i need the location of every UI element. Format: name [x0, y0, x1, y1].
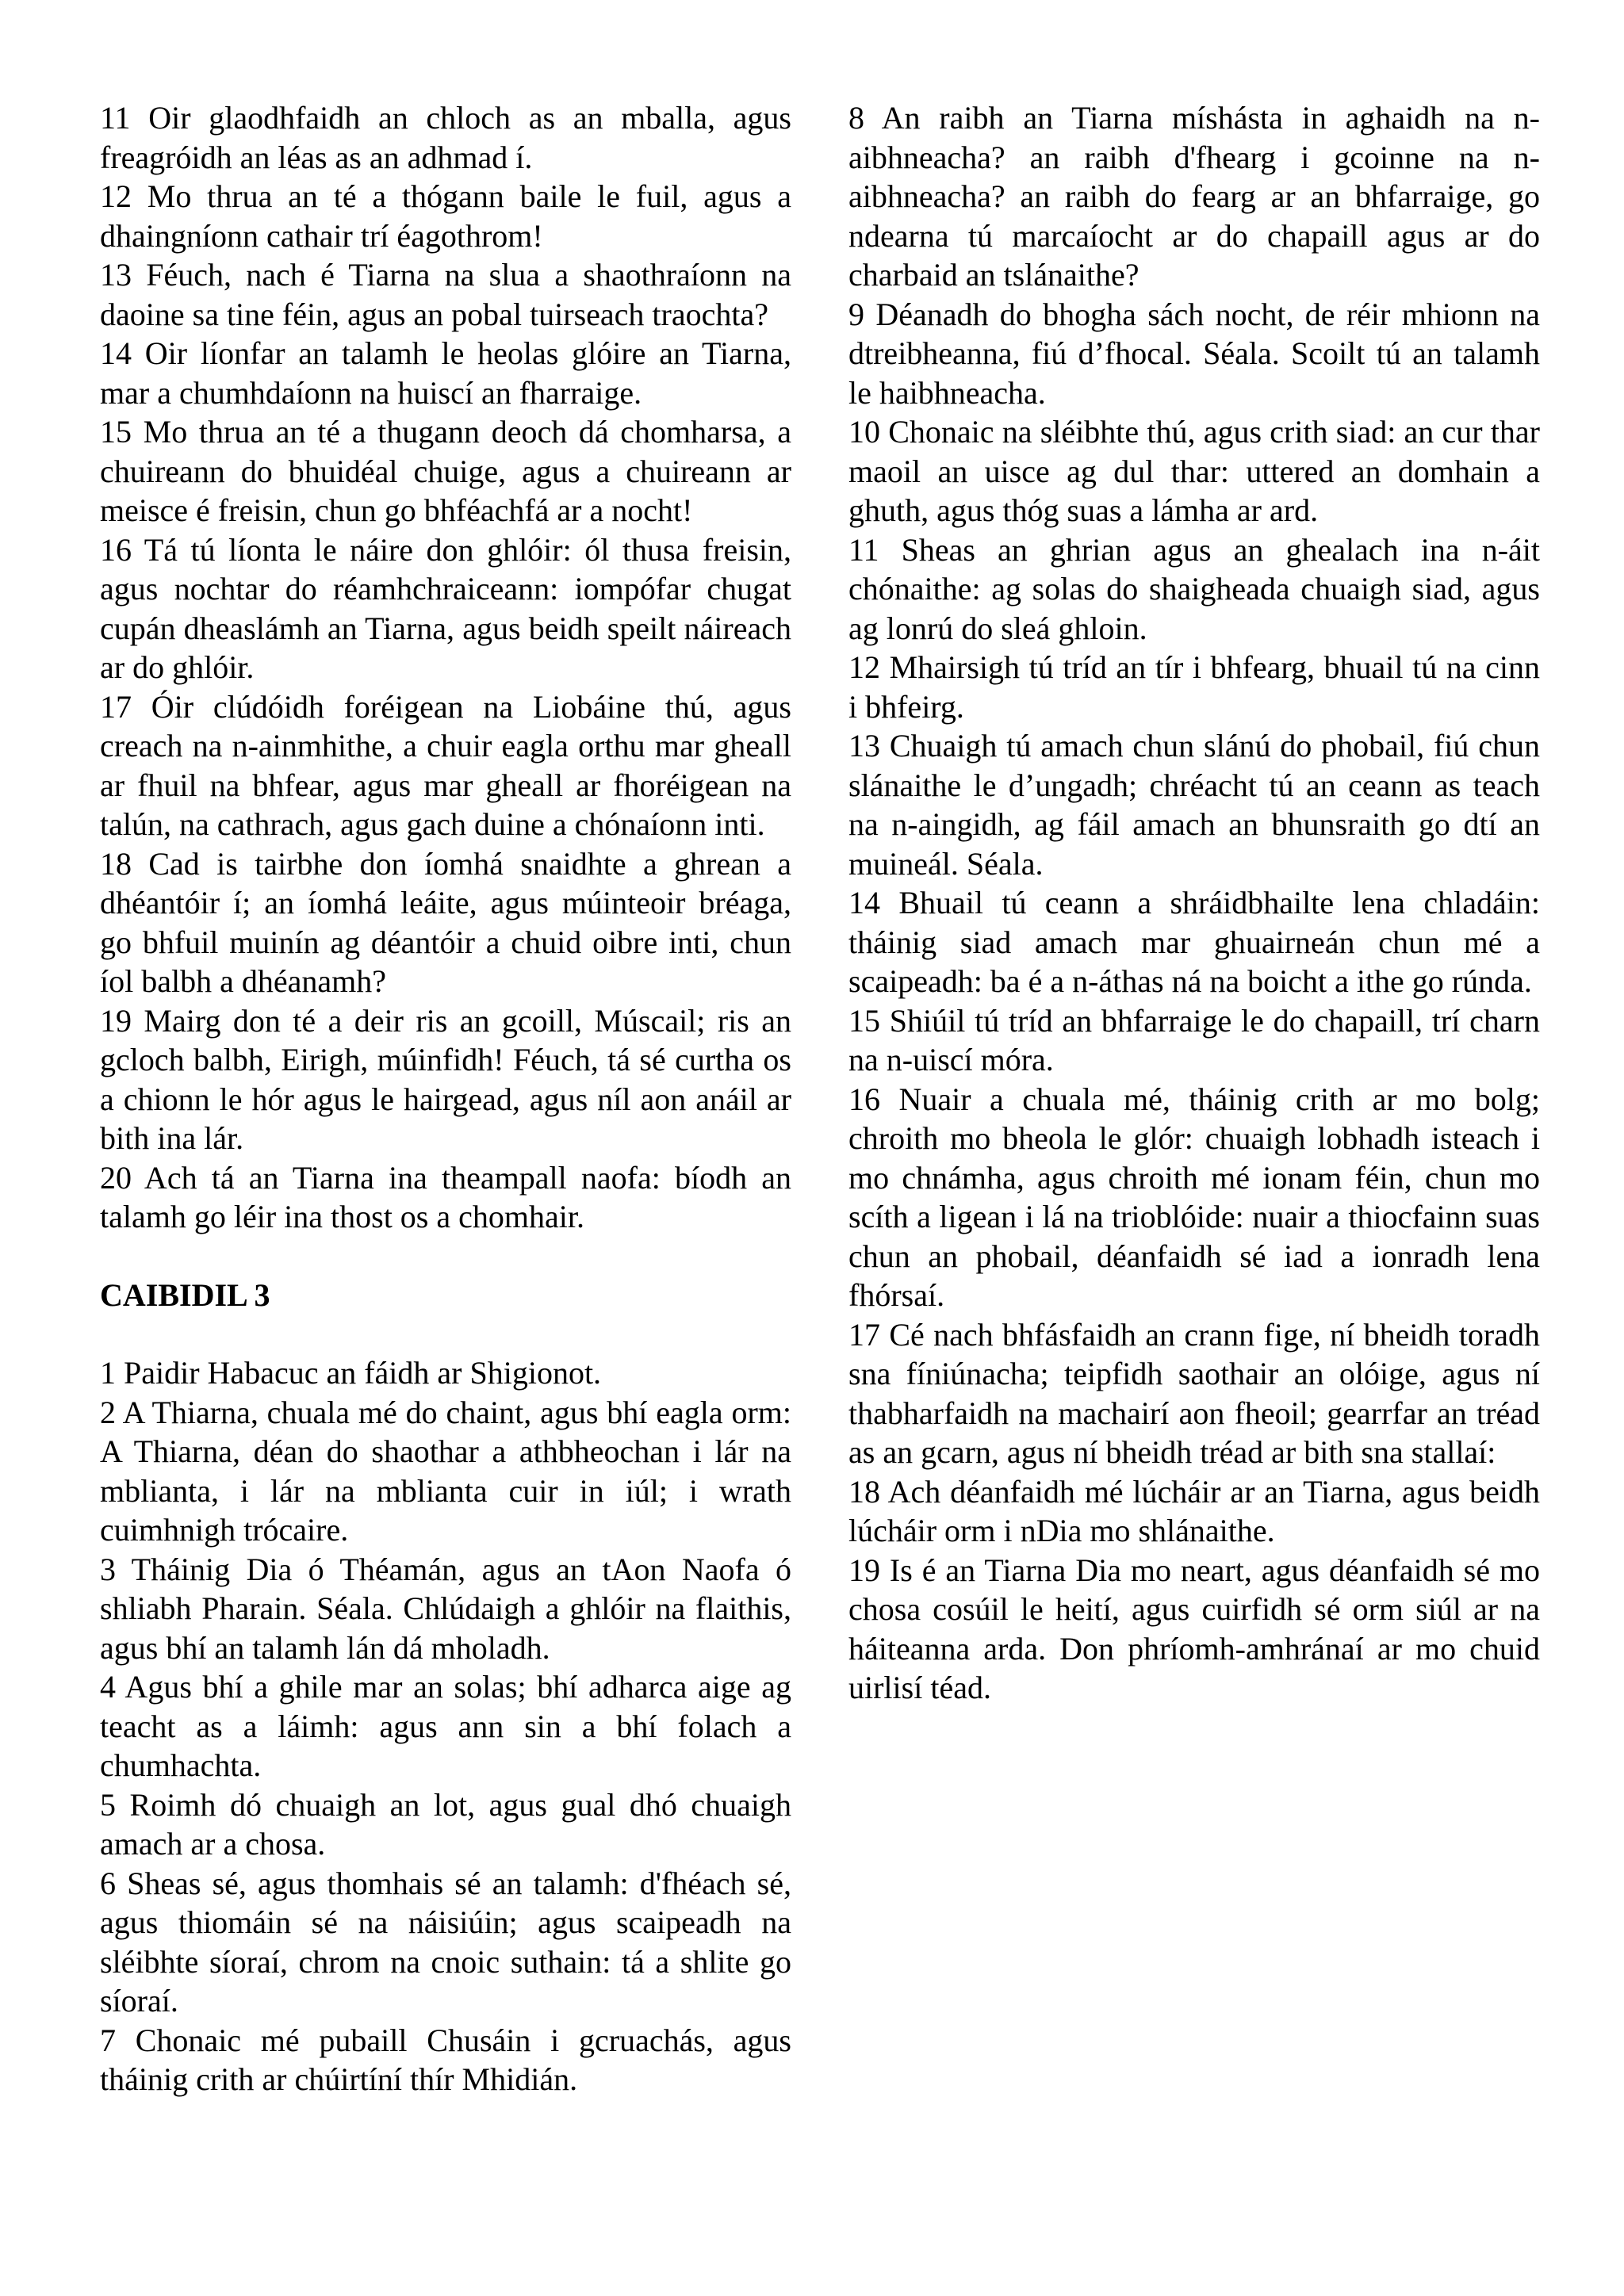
verse-3-16: 16 Nuair a chuala mé, tháinig crith ar mo bolg; chroith mo bheola le glór: chuaigh lobhadh isteach i mo chnámha, agus chroith mé ionam féin, chun mo scíth a ligean i lá na trioblóide: nuair a thiocfainn suas chun an phobail, déanfaidh sé iad a ionradh lena fhórsaí.: [848, 1081, 1540, 1313]
verse-3-8: 8 An raibh an Tiarna míshásta in aghaidh na n-aibhneacha? an raibh d'fhearg i gcoinne na n-aibhneacha? an raibh do fearg ar an bhfarraige, go ndearna tú marcaíocht ar do chapaill agus ar do charbaid an tslánaithe?: [848, 100, 1540, 293]
verse-2-14: 14 Oir líonfar an talamh le heolas glóire an Tiarna, mar a chumhdaíonn na huiscí an fharraige.: [100, 335, 791, 411]
verse-3-4: 4 Agus bhí a ghile mar an solas; bhí adharca aige ag teacht as a láimh: agus ann sin a bhí folach a chumhachta.: [100, 1669, 791, 1783]
verse-3-1: 1 Paidir Habacuc an fáidh ar Shigionot.: [100, 1355, 602, 1391]
verse-2-20: 20 Ach tá an Tiarna ina theampall naofa: bíodh an talamh go léir ina thost os a chomhair.: [100, 1159, 791, 1234]
verse-3-9: 9 Déanadh do bhogha sách nocht, de réir mhionn na dtreibheanna, fiú d’fhocal. Séala. Scoilt tú an talamh le haibhneacha.: [848, 296, 1540, 411]
verse-3-12: 12 Mhairsigh tú tríd an tír i bhfearg, bhuail tú na cinn i bhfeirg.: [848, 649, 1540, 725]
verse-2-16: 16 Tá tú líonta le náire don ghlóir: ól thusa freisin, agus nochtar do réamhchraiceann: iompófar chugat cupán dheaslámh an Tiarna, agus beidh speilt náireach ar do ghlóir.: [100, 531, 791, 685]
verse-2-15: 15 Mo thrua an té a thugann deoch dá chomharsa, a chuireann do bhuidéal chuige, agus a chuireann ar meisce é freisin, chun go bhféachfá ar a nocht!: [100, 414, 791, 528]
right-column: [848, 98, 1540, 1708]
verse-3-15: 15 Shiúil tú tríd an bhfarraige le do chapaill, trí charn na n-uiscí móra.: [848, 1002, 1540, 1077]
verse-3-5: 5 Roimh dó chuaigh an lot, agus gual dhó chuaigh amach ar a chosa.: [100, 1786, 791, 1862]
verse-3-14: 14 Bhuail tú ceann a shráidbhailte lena chladáin: tháinig siad amach mar ghuairneán chun mé a scaipeadh: ba é a n-áthas ná na boicht a ithe go rúnda.: [848, 885, 1540, 999]
verse-3-10: 10 Chonaic na sléibhte thú, agus crith siad: an cur thar maoil an uisce ag dul thar: uttered an domhain a ghuth, agus thóg suas a lámha ar ard.: [848, 414, 1540, 528]
verse-2-19: 19 Mairg don té a deir ris an gcoill, Múscail; ris an gcloch balbh, Eirigh, múinfidh! Féuch, tá sé curtha os a chionn le hór agus le hairgead, agus níl aon anáil ar bith ina lár.: [100, 1002, 791, 1156]
verse-3-3: 3 Tháinig Dia ó Théamán, agus an tAon Naofa ó shliabh Pharain. Séala. Chlúdaigh a ghlóir na flaithis, agus bhí an talamh lán dá mholadh.: [100, 1551, 791, 1666]
verse-3-11: 11 Sheas an ghrian agus an ghealach ina n-áit chónaithe: ag solas do shaigheada chuaigh siad, agus ag lonrú do sleá ghloin.: [848, 531, 1540, 646]
left-column: [100, 98, 791, 2099]
verse-3-6: 6 Sheas sé, agus thomhais sé an talamh: d'fhéach sé, agus thiomáin sé na náisiúin; agus scaipeadh na sléibhte síoraí, chrom na cnoic suthain: tá a shlite go síoraí.: [100, 1865, 791, 2019]
verse-3-7: 7 Chonaic mé pubaill Chusáin i gcruachás, agus tháinig crith ar chúirtíní thír Mhidián.: [100, 2022, 791, 2097]
chapter-heading: CAIBIDIL 3: [100, 1276, 270, 1313]
verse-2-18: 18 Cad is tairbhe don íomhá snaidhte a ghrean a dhéantóir í; an íomhá leáite, agus múinteoir bréaga, go bhfuil muinín ag déantóir a chuid oibre inti, chun íol balbh a dhéanamh?: [100, 845, 791, 999]
verse-2-13: 13 Féuch, nach é Tiarna na slua a shaothraíonn na daoine sa tine féin, agus an pobal tuirseach traochta?: [100, 257, 791, 332]
verse-2-17: 17 Óir clúdóidh foréigean na Liobáine thú, agus creach na n-ainmhithe, a chuir eagla orthu mar gheall ar fhuil na bhfear, agus mar gheall ar fhoréigean na talún, na cathrach, agus gach duine a chónaíonn inti.: [100, 688, 791, 842]
verse-3-17: 17 Cé nach bhfásfaidh an crann fige, ní bheidh toradh sna fíniúnacha; teipfidh saothair an olóige, agus ní thabharfaidh na machairí aon fheoil; gearrfar an tréad as an gcarn, agus ní bheidh tréad ar bith sna stallaí:: [848, 1316, 1540, 1470]
verse-2-12: 12 Mo thrua an té a thógann baile le fuil, agus a dhaingníonn cathair trí éagothrom!: [100, 178, 791, 254]
verse-3-2: 2 A Thiarna, chuala mé do chaint, agus bhí eagla orm: A Thiarna, déan do shaothar a athbheochan i lár na mblianta, i lár na mblianta cuir in iúl; i wrath cuimhnigh trócaire.: [100, 1394, 791, 1548]
verse-2-11: 11 Oir glaodhfaidh an chloch as an mballa, agus freagróidh an léas as an adhmad í.: [100, 100, 791, 175]
verse-3-13: 13 Chuaigh tú amach chun slánú do phobail, fiú chun slánaithe le d’ungadh; chréacht tú an ceann as teach na n-aingidh, ag fáil amach an bhunsraith go dtí an muineál. Séala.: [848, 728, 1540, 882]
verse-3-19: 19 Is é an Tiarna Dia mo neart, agus déanfaidh sé mo chosa cosúil le heití, agus cuirfidh sé orm siúl ar na háiteanna arda. Don phríomh-amhránaí ar mo chuid uirlisí téad.: [848, 1552, 1540, 1705]
verse-3-18: 18 Ach déanfaidh mé lúcháir ar an Tiarna, agus beidh lúcháir orm i nDia mo shlánaithe.: [848, 1473, 1540, 1548]
